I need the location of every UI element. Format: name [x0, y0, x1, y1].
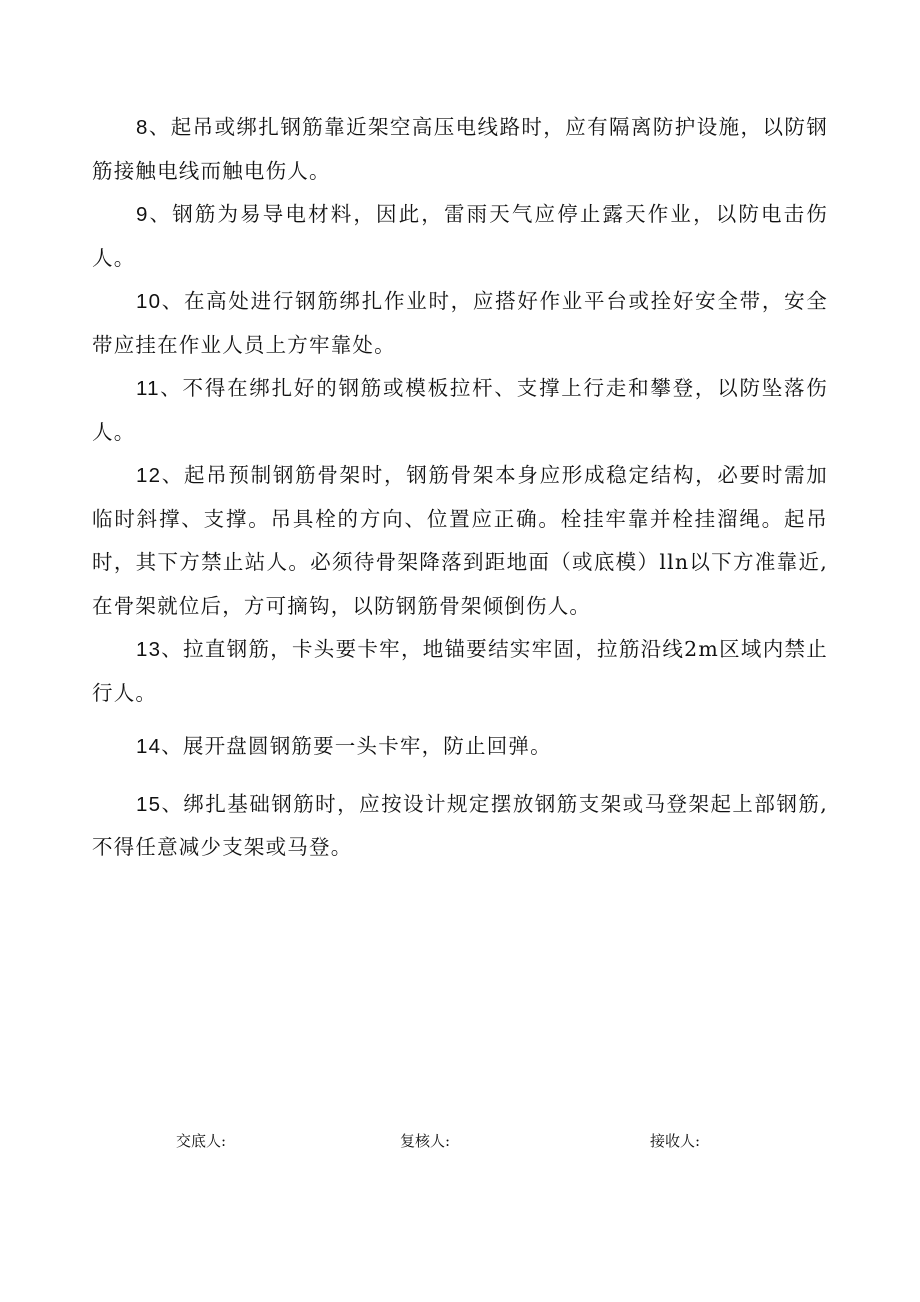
item-text: 、起吊或绑扎钢筋靠近架空高压电线路时，应有隔离防护设施，以防钢筋接触电线而触电伤人。 — [92, 115, 828, 183]
safety-items-list — [92, 106, 828, 870]
item-12 — [92, 454, 828, 628]
item-8 — [92, 106, 828, 193]
item-number: 9 — [136, 203, 149, 226]
item-text: 、钢筋为易导电材料，因此，雷雨天气应停止露天作业，以防电击伤人。 — [92, 202, 828, 270]
receiver-signature-label: 接收人: — [650, 1132, 701, 1150]
item-text: 、在高处进行钢筋绑扎作业时，应搭好作业平台或拴好安全带，安全带应挂在作业人员上方牢靠处。 — [92, 289, 828, 357]
item-number: 11 — [136, 377, 160, 400]
item-10 — [92, 280, 828, 367]
signature-row — [0, 1130, 920, 1160]
item-number: 15 — [136, 792, 162, 816]
item-text: 、展开盘圆钢筋要一头卡牢，防止回弹。 — [161, 734, 552, 758]
item-11 — [92, 367, 828, 454]
item-text: 、拉直钢筋，卡头要卡牢，地锚要结实牢固，拉筋沿线2m区域内禁止行人。 — [92, 637, 828, 705]
item-text: 、不得在绑扎好的钢筋或模板拉杆、支撑上行走和攀登，以防坠落伤人。 — [92, 376, 828, 444]
item-number: 13 — [136, 638, 162, 661]
reviewer-signature-label: 复核人: — [400, 1132, 451, 1150]
item-number: 10 — [136, 290, 162, 313]
item-9 — [92, 193, 828, 280]
item-text: 、起吊预制钢筋骨架时，钢筋骨架本身应形成稳定结构，必要时需加临时斜撑、支撑。吊具栓的方向、位置应正确。栓挂牢靠并栓挂溜绳。起吊时，其下方禁止站人。必须待骨架降落到距地面（或底模）lln以下方准靠近,在骨架就位后，方可摘钩，以防钢筋骨架倾倒伤人。 — [92, 463, 828, 618]
item-number: 14 — [136, 735, 162, 758]
item-text: 、绑扎基础钢筋时，应按设计规定摆放钢筋支架或马登架起上部钢筋,不得任意减少支架或马登。 — [92, 791, 828, 859]
item-number: 12 — [136, 464, 162, 487]
item-13 — [92, 628, 828, 715]
item-number: 8 — [136, 116, 149, 139]
item-15 — [92, 783, 828, 870]
item-14 — [92, 725, 828, 769]
issuer-signature-label: 交底人: — [176, 1132, 227, 1150]
